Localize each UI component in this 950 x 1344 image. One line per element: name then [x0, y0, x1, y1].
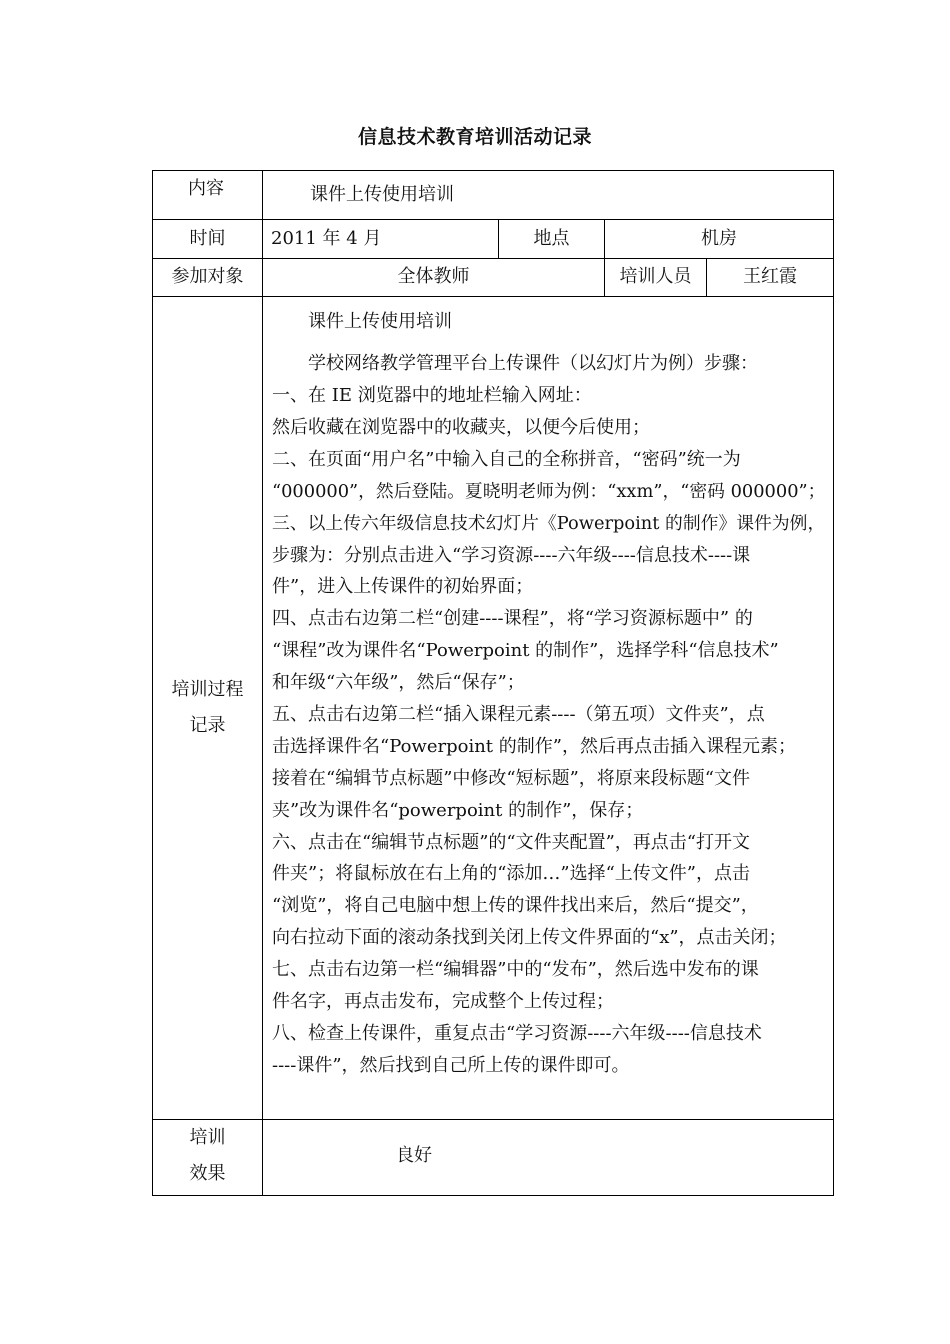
document-title: 信息技术教育培训活动记录: [357, 126, 592, 148]
process-line: 接着在“编辑节点标题”中修改“短标题”，将原来段标题“文件: [272, 768, 751, 789]
process-line: “浏览”，将自己电脑中想上传的课件找出来后，然后“提交”，: [272, 895, 759, 916]
process-line: 四、点击右边第二栏“创建----课程”，将“学习资源标题中” 的: [272, 608, 753, 629]
process-line: “000000”，然后登陆。夏晓明老师为例：“xxm”，“密码 000000”；: [272, 481, 826, 502]
time-value: 2011 年 4 月: [271, 228, 382, 249]
process-line: 课件上传使用培训: [272, 311, 452, 332]
time-label: 时间: [189, 228, 226, 249]
process-label-line1: 培训过程: [171, 679, 244, 700]
process-line: 击选择课件名“Powerpoint 的制作”，然后再点击插入课程元素；: [272, 736, 796, 757]
table-rule: [152, 219, 834, 220]
table-border-bottom: [152, 1195, 834, 1196]
table-border-top: [152, 170, 834, 171]
trainer-label: 培训人员: [619, 266, 692, 287]
process-line: 件”，进入上传课件的初始界面；: [272, 576, 534, 597]
process-line: “课程”改为课件名“Powerpoint 的制作”，选择学科“信息技术”: [272, 640, 779, 661]
effect-value: 良好: [396, 1145, 432, 1166]
process-line: 件名字，再点击发布，完成整个上传过程；: [272, 991, 614, 1012]
process-line: 五、点击右边第二栏“插入课程元素----（第五项）文件夹”，点: [272, 704, 765, 725]
place-label: 地点: [533, 228, 570, 249]
process-line: 和年级“六年级”，然后“保存”；: [272, 672, 525, 693]
process-line: 学校网络教学管理平台上传课件（以幻灯片为例）步骤：: [272, 353, 758, 374]
process-line: 向右拉动下面的滚动条找到关闭上传文件界面的“x”，点击关闭；: [272, 927, 787, 948]
process-line: 二、在页面“用户名”中输入自己的全称拼音，“密码”统一为: [272, 449, 741, 470]
process-line: 一、在 IE 浏览器中的地址栏输入网址：: [272, 385, 592, 406]
process-line: 然后收藏在浏览器中的收藏夹，以便今后使用；: [272, 417, 650, 438]
process-line: 六、点击在“编辑节点标题”的“文件夹配置”，再点击“打开文: [272, 832, 751, 853]
table-rule: [152, 258, 834, 259]
process-line: 八、检查上传课件，重复点击“学习资源----六年级----信息技术: [272, 1023, 762, 1044]
table-border-right: [833, 170, 834, 1196]
process-line: 步骤为：分别点击进入“学习资源----六年级----信息技术----课: [272, 545, 751, 566]
table-rule: [262, 170, 263, 1196]
table-rule: [152, 296, 834, 297]
table-rule: [152, 1119, 834, 1120]
process-line: 夹”改为课件名“powerpoint 的制作”，保存；: [272, 800, 644, 821]
content-value: 课件上传使用培训: [310, 184, 454, 205]
process-label-line2: 记录: [189, 715, 226, 736]
effect-label-line2: 效果: [189, 1163, 226, 1184]
process-line: 件夹”；将鼠标放在右上角的“添加…”选择“上传文件”，点击: [272, 863, 751, 884]
process-line: 三、以上传六年级信息技术幻灯片《Powerpoint 的制作》课件为例，: [272, 513, 826, 534]
content-label: 内容: [188, 178, 224, 199]
trainer-value: 王红霞: [743, 266, 797, 287]
process-line: ----课件”，然后找到自己所上传的课件即可。: [272, 1055, 630, 1076]
place-value: 机房: [701, 228, 737, 249]
effect-label-line1: 培训: [189, 1127, 226, 1148]
participants-value: 全体教师: [397, 266, 470, 287]
process-line: 七、点击右边第一栏“编辑器”中的“发布”，然后选中发布的课: [272, 959, 759, 980]
participants-label: 参加对象: [171, 266, 244, 287]
